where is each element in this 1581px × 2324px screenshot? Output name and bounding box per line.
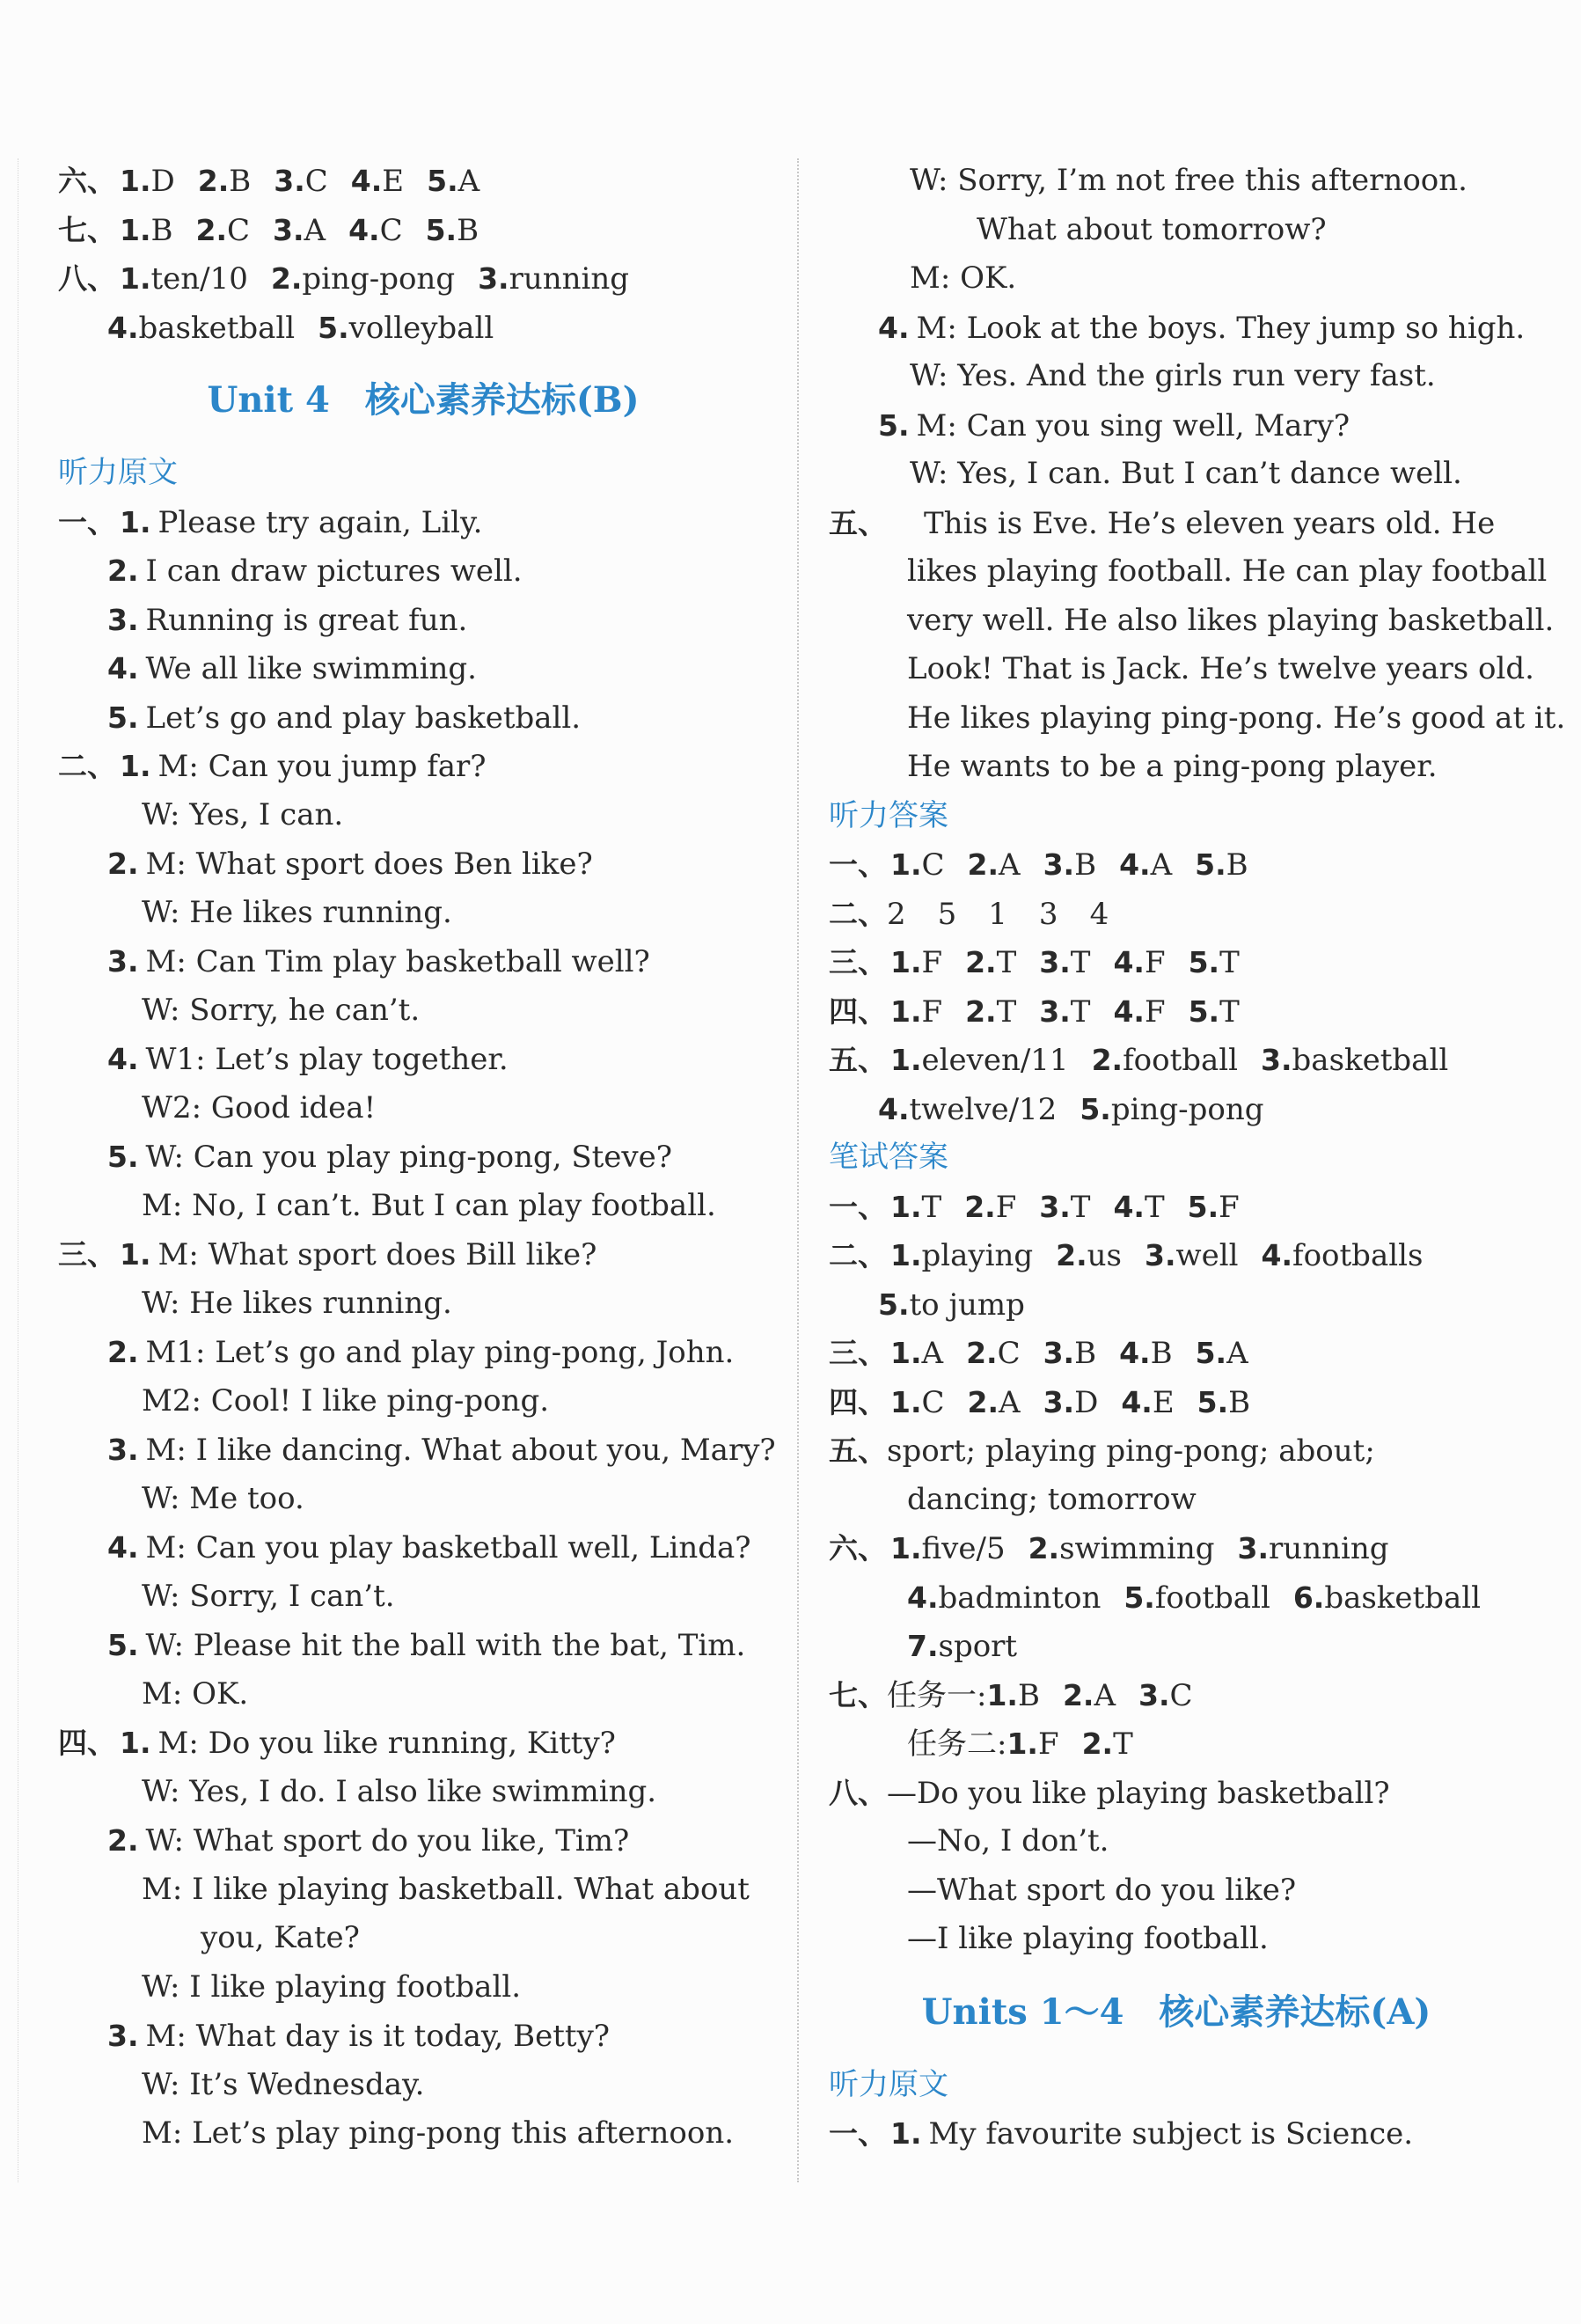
wa-liu-row: 六、 1.five/5 2.swimming 3.running [829, 1531, 1389, 1566]
left-column [58, 157, 788, 2159]
wa-qi-row-2: 任务二:1.F 2.T [907, 1727, 1133, 1762]
si-4b: W: Yes. And the girls run very fast. [910, 358, 1436, 393]
er-dialog-3a: 3. M: Can Tim play basketball well? [107, 944, 650, 979]
si-cont-1: W: Sorry, I’m not free this afternoon. [910, 163, 1468, 198]
written-answer-label: 笔试答案 [829, 1140, 948, 1175]
si-4a: 4. M: Look at the boys. They jump so high. [878, 310, 1526, 346]
er-dialog-5b: M: No, I can’t. But I can play football. [142, 1187, 716, 1223]
san-dialog-1b: W: He likes running. [142, 1285, 452, 1321]
wa-wu-row-2: dancing; tomorrow [907, 1481, 1197, 1517]
wa-liu-row-2: 4.badminton 5.football 6.basketball [907, 1580, 1481, 1616]
units-title: Units 1～4 核心素养达标(A) [921, 1990, 1431, 2033]
wa-er-row-2: 5.to jump [878, 1287, 1025, 1323]
er-dialog-5a: 5. W: Can you play ping-pong, Steve? [107, 1140, 672, 1175]
wa-si-row: 四、 1.C 2.A 3.D 4.E 5.B [829, 1384, 1251, 1420]
er-dialog-4b: W2: Good idea! [142, 1089, 377, 1125]
wa-qi-row: 七、任务一:1.B 2.A 3.C [829, 1677, 1193, 1713]
er-dialog-3b: W: Sorry, he can’t. [142, 992, 421, 1028]
san-dialog-4a: 4. M: Can you play basketball well, Linda? [107, 1530, 751, 1565]
wa-yi-row: 一、 1.T 2.F 3.T 4.T 5.F [829, 1189, 1240, 1225]
er-dialog-2b: W: He likes running. [142, 894, 452, 930]
si-dialog-1b: W: Yes, I do. I also like swimming. [142, 1773, 657, 1809]
la-si-row: 四、 1.F 2.T 3.T 4.F 5.T [829, 993, 1240, 1030]
yi-line-5: 5. Let’s go and play basketball. [107, 700, 582, 736]
answer-row-ba: 八、 1.ten/10 2.ping-pong 3.running [58, 261, 630, 297]
answer-row-ba-2: 4.basketball 5.volleyball [107, 310, 494, 346]
wa-ba-row-3: —What sport do you like? [907, 1872, 1297, 1908]
wa-wu-row: 五、sport; playing ping-pong; about; [829, 1433, 1375, 1469]
san-dialog-4b: W: Sorry, I can’t. [142, 1578, 395, 1614]
column-divider [797, 158, 799, 2182]
wu-line-6: He wants to be a ping-pong player. [907, 749, 1438, 784]
si-dialog-2a: 2. W: What sport do you like, Tim? [107, 1823, 630, 1858]
si-dialog-3c: M: Let’s play ping-pong this afternoon. [142, 2115, 735, 2151]
er-dialog-1b: W: Yes, I can. [142, 796, 344, 832]
wu-line-1: 五、 This is Eve. He’s eleven years old. He [829, 505, 1496, 541]
la-yi-row: 一、 1.C 2.A 3.B 4.A 5.B [829, 847, 1248, 883]
la-er-row: 二、2 5 1 3 4 [829, 896, 1109, 932]
si-cont-2: What about tomorrow? [977, 211, 1327, 247]
answer-row-liu: 六、 1.D 2.B 3.C 4.E 5.A [58, 164, 480, 199]
wa-ba-row-2: —No, I don’t. [907, 1823, 1109, 1858]
si-dialog-2d: W: I like playing football. [142, 1968, 522, 2005]
unit-title: Unit 4 核心素养达标(B) [207, 379, 640, 421]
si-dialog-2c: you, Kate? [201, 1920, 360, 1955]
la-wu-row-2: 4.twelve/12 5.ping-pong [878, 1091, 1264, 1127]
san-dialog-5b: M: OK. [142, 1675, 249, 1712]
listening-text-label: 听力原文 [58, 455, 178, 490]
wa-ba-row: 八、—Do you like playing basketball? [829, 1775, 1390, 1811]
er-dialog-2a: 2. M: What sport does Ben like? [107, 847, 593, 882]
wa-san-row: 三、 1.A 2.C 3.B 4.B 5.A [829, 1336, 1248, 1371]
si-cont-3: M: OK. [910, 260, 1017, 296]
yi-line-1: 一、 1. Please try again, Lily. [58, 504, 483, 540]
san-dialog-3b: W: Me too. [142, 1480, 304, 1516]
san-dialog-2a: 2. M1: Let’s go and play ping-pong, John. [107, 1335, 735, 1370]
yi-line-2: 2. I can draw pictures well. [107, 554, 523, 589]
si-5b: W: Yes, I can. But I can’t dance well. [910, 456, 1462, 491]
listening-text-label-2: 听力原文 [829, 2066, 948, 2102]
san-dialog-3a: 3. M: I like dancing. What about you, Mary? [107, 1433, 776, 1468]
si-dialog-3b: W: It’s Wednesday. [142, 2066, 425, 2102]
si-dialog-2b: M: I like playing basketball. What about [142, 1871, 750, 1907]
si-5a: 5. M: Can you sing well, Mary? [878, 407, 1350, 444]
san-dialog-5a: 5. W: Please hit the ball with the bat, Tim. [107, 1628, 746, 1663]
wa-liu-row-3: 7.sport [907, 1629, 1018, 1664]
listening-answer-label: 听力答案 [829, 797, 948, 833]
si-dialog-1a: 四、 1. M: Do you like running, Kitty? [58, 1726, 616, 1761]
san-dialog-2b: M2: Cool! I like ping-pong. [142, 1382, 550, 1419]
wa-er-row: 二、 1.playing 2.us 3.well 4.footballs [829, 1238, 1424, 1273]
wu-line-2: likes playing football. He can play football [907, 554, 1548, 589]
la-san-row: 三、 1.F 2.T 3.T 4.F 5.T [829, 945, 1240, 980]
answer-row-qi: 七、 1.B 2.C 3.A 4.C 5.B [58, 212, 479, 248]
san-dialog-1a: 三、 1. M: What sport does Bill like? [58, 1237, 597, 1272]
er-dialog-4a: 4. W1: Let’s play together. [107, 1042, 509, 1077]
yi-line-4: 4. We all like swimming. [107, 651, 477, 686]
last-line: 一、 1. My favourite subject is Science. [829, 2116, 1414, 2152]
la-wu-row: 五、 1.eleven/11 2.football 3.basketball [829, 1043, 1449, 1078]
yi-line-3: 3. Running is great fun. [107, 602, 468, 638]
er-dialog-1a: 二、 1. M: Can you jump far? [58, 749, 487, 784]
right-column [829, 157, 1566, 2159]
wu-line-3: very well. He also likes playing basketball. [907, 602, 1555, 638]
wu-line-4: Look! That is Jack. He’s twelve years old. [907, 651, 1534, 686]
si-dialog-3a: 3. M: What day is it today, Betty? [107, 2019, 611, 2054]
wa-ba-row-4: —I like playing football. [907, 1921, 1269, 1956]
wu-line-5: He likes playing ping-pong. He’s good at it. [907, 700, 1566, 736]
